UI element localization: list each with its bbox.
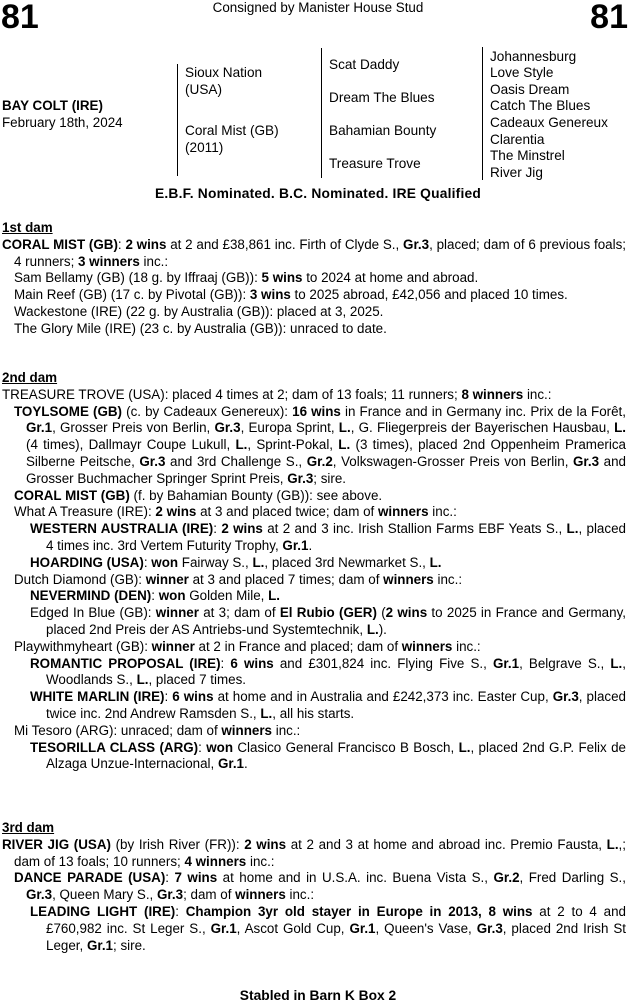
pedigree-gen3-6: The Minstrel bbox=[490, 148, 565, 163]
progeny-toylsome: TOYLSOME (GB) (c. by Cadeaux Genereux): 16 wins in France and in Germany inc. Prix de la Forêt, Gr.1, Grosser Preis von Berlin, Gr.3, Europa Sprint, L., G. Fliegerpreis der Bayerischen Hausbau, L. (4 times), Dallmayr Coupe Lukull, L., Sprint-Pokal, L. (3 times), placed 2nd Oppenheim Pramerica Silberne Peitsche, Gr.3 and 3rd Challenge S., Gr.2, Volkswagen-Grosser Preis von Berlin, Gr.3 and Grosser Buchmacher Springer Sprint Preis, Gr.3; sire. bbox=[14, 403, 627, 486]
grandprogeny-edged-in-blue: Edged In Blue (GB): winner at 3; dam of El Rubio (GER) (2 wins to 2025 in France and Germany, placed 2nd Preis der AS Antriebs-und Systemtechnik, L.). bbox=[30, 605, 626, 637]
pedigree-dam: Coral Mist (GB) (2011) bbox=[185, 123, 279, 155]
first-dam-summary: CORAL MIST (GB): 2 wins at 2 and £38,861 inc. Firth of Clyde S., Gr.3, placed; dam of 6 previous foals; 4 runners; 3 winners inc.: bbox=[2, 236, 626, 269]
pedigree-line-3 bbox=[482, 47, 483, 180]
grandprogeny-hoarding: HOARDING (USA): won Fairway S., L., placed 3rd Newmarket S., L. bbox=[30, 554, 442, 570]
pedigree-gen3-3: Catch The Blues bbox=[490, 98, 591, 113]
pedigree-gen2-1: Dream The Blues bbox=[329, 90, 435, 105]
first-dam-section bbox=[2, 220, 626, 338]
second-dam-section bbox=[2, 370, 626, 773]
progeny-dance-parade: DANCE PARADE (USA): 7 wins at home and in U.S.A. inc. Buena Vista S., Gr.2, Fred Darling S., Gr.3, Queen Mary S., Gr.3; dam of winners inc.: bbox=[14, 870, 626, 903]
second-dam-summary: TREASURE TROVE (USA): placed 4 times at 2; dam of 13 foals; 11 runners; 8 winners inc.: bbox=[2, 386, 552, 402]
grandprogeny-tesorilla-class: TESORILLA CLASS (ARG): won Clasico General Francisco B Bosch, L., placed 2nd G.P. Felix de Alzaga Unzue-Internacional, Gr.1. bbox=[30, 739, 626, 772]
lot-number-left: 81 bbox=[1, 0, 39, 36]
foal-entry: The Glory Mile (IRE) (23 c. by Australia (GB)): unraced to date. bbox=[14, 320, 387, 336]
progeny-coral-mist: CORAL MIST (GB) (f. by Bahamian Bounty (GB)): see above. bbox=[14, 487, 383, 503]
foal-entry: Sam Bellamy (GB) (18 g. by Iffraaj (GB)): 5 wins to 2024 at home and abroad. bbox=[14, 270, 479, 286]
pedigree-gen2-3: Treasure Trove bbox=[329, 156, 421, 171]
progeny-playwithmyheart: Playwithmyheart (GB): winner at 2 in France and placed; dam of winners inc.: bbox=[14, 638, 481, 654]
pedigree-gen3-4: Cadeaux Genereux bbox=[490, 115, 608, 130]
third-dam-heading: 3rd dam bbox=[2, 820, 55, 835]
foal-entry: Main Reef (GB) (17 c. by Pivotal (GB)): 3 wins to 2025 abroad, £42,056 and placed 10 times. bbox=[14, 287, 568, 303]
nominations: E.B.F. Nominated. B.C. Nominated. IRE Qualified bbox=[155, 186, 481, 201]
pedigree-gen2-0: Scat Daddy bbox=[329, 57, 400, 72]
first-dam-heading: 1st dam bbox=[2, 220, 53, 235]
second-dam-heading: 2nd dam bbox=[2, 370, 58, 385]
progeny-dutch-diamond: Dutch Diamond (GB): winner at 3 and placed 7 times; dam of winners inc.: bbox=[14, 571, 463, 587]
pedigree-gen3-5: Clarentia bbox=[490, 132, 545, 147]
lot-number-right: 81 bbox=[590, 0, 628, 36]
dam-name: CORAL MIST (GB) bbox=[2, 236, 118, 252]
grandprogeny-western-australia: WESTERN AUSTRALIA (IRE): 2 wins at 2 and 3 inc. Irish Stallion Farms EBF Yeats S., L., placed 4 times inc. 3rd Vertem Futurity Trophy, Gr.1. bbox=[30, 521, 626, 553]
grandprogeny-white-marlin: WHITE MARLIN (IRE): 6 wins at home and in Australia and £242,373 inc. Easter Cup, Gr.3, placed twice inc. 2nd Andrew Ramsden S., L., all his starts. bbox=[30, 689, 626, 721]
progeny-mi-tesoro: Mi Tesoro (ARG): unraced; dam of winners inc.: bbox=[14, 722, 301, 738]
pedigree-gen3-0: Johannesburg bbox=[490, 49, 577, 64]
stabling-info: Stabled in Barn K Box 2 bbox=[239, 988, 397, 1004]
horse-description: BAY COLT (IRE) bbox=[2, 98, 103, 113]
pedigree-gen2-2: Bahamian Bounty bbox=[329, 123, 437, 138]
foal-entry: Wackestone (IRE) (22 g. by Australia (GB)): placed at 3, 2025. bbox=[14, 303, 384, 319]
pedigree-line-2 bbox=[321, 48, 322, 178]
grandprogeny-nevermind: NEVERMIND (DEN): won Golden Mile, L. bbox=[30, 588, 281, 604]
grandprogeny-romantic-proposal: ROMANTIC PROPOSAL (IRE): 6 wins and £301,824 inc. Flying Five S., Gr.1, Belgrave S., L., Woodlands S., L., placed 7 times. bbox=[30, 655, 627, 688]
horse-foaled: February 18th, 2024 bbox=[2, 115, 123, 130]
third-dam-summary: RIVER JIG (USA) (by Irish River (FR)): 2 wins at 2 and 3 at home and abroad inc. Premio Fausta, L.,; dam of 13 foals; 10 runners; 4 winners inc.: bbox=[2, 836, 626, 869]
pedigree-gen3-2: Oasis Dream bbox=[490, 82, 570, 97]
pedigree-line-1 bbox=[177, 64, 178, 176]
progeny-what-a-treasure: What A Treasure (IRE): 2 wins at 3 and placed twice; dam of winners inc.: bbox=[14, 504, 457, 520]
pedigree-gen3-7: River Jig bbox=[490, 165, 543, 180]
pedigree-gen3-1: Love Style bbox=[490, 65, 554, 80]
third-dam-section bbox=[2, 820, 626, 954]
consignor: Consigned by Manister House Stud bbox=[212, 0, 424, 15]
pedigree-sire: Sioux Nation (USA) bbox=[185, 65, 263, 97]
grandprogeny-leading-light: LEADING LIGHT (IRE): Champion 3yr old stayer in Europe in 2013, 8 wins at 2 to 4 and £760,982 inc. St Leger S., Gr.1, Ascot Gold Cup, Gr.1, Queen's Vase, Gr.3, placed 2nd Irish St Leger, Gr.1; sire. bbox=[30, 903, 626, 953]
